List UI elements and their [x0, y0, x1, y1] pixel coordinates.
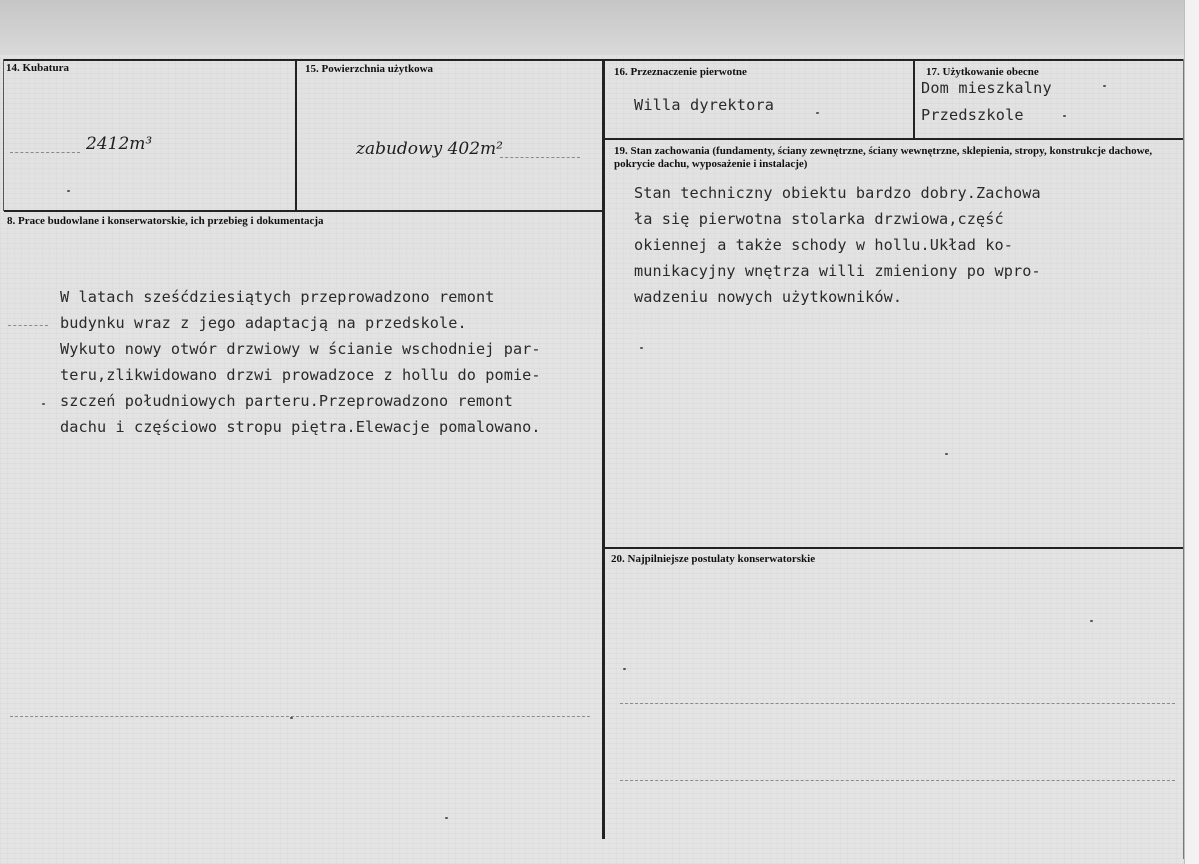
scan-artifact-line — [620, 780, 1175, 782]
rule-top — [4, 59, 1184, 61]
field-14-label: 14. Kubatura — [6, 62, 69, 74]
scan-speck — [1103, 85, 1106, 87]
scan-artifact-line — [620, 703, 1175, 705]
rule-row3-right — [604, 547, 1184, 549]
field-18-line-1: W latach sześćdziesiątych przeprowadzono remont — [60, 288, 495, 306]
field-18-line-3: Wykuto nowy otwór drzwiowy w ścianie wschodniej par- — [60, 340, 541, 358]
scan-artifact-line — [8, 325, 48, 327]
rule-col-14-15 — [295, 59, 297, 211]
field-19-line-3: okiennej a także schody w hollu.Układ ko- — [634, 236, 1013, 254]
rule-left-edge — [3, 59, 4, 211]
field-15-value: zabudowy 402m² — [356, 139, 503, 159]
field-18-line-2: budynku wraz z jego adaptacją na przedskole. — [60, 314, 467, 332]
field-20-label: 20. Najpilniejsze postulaty konserwatorskie — [611, 553, 816, 565]
field-16-value: Willa dyrektora — [634, 96, 775, 114]
scan-speck — [445, 817, 448, 819]
field-18-line-5: szczeń południowych parteru.Przeprowadzono remont — [60, 392, 513, 410]
field-17-value-line-1: Dom mieszkalny — [921, 79, 1052, 97]
scan-artifact-line — [500, 157, 580, 159]
field-19-line-2: ła się pierwotna stolarka drzwiowa,część — [634, 210, 1004, 228]
scan-right-edge — [1184, 0, 1199, 864]
rule-row2-right — [604, 138, 1184, 140]
scan-speck — [816, 112, 819, 114]
scan-speck — [945, 453, 948, 455]
field-19-line-4: munikacyjny wnętrza willi zmieniony po wpro- — [634, 262, 1041, 280]
rule-right-edge — [1183, 59, 1184, 859]
scan-speck — [623, 668, 626, 670]
scan-speck — [290, 717, 293, 719]
scan-top-margin — [0, 0, 1199, 55]
field-19-line-5: wadzeniu nowych użytkowników. — [634, 288, 903, 306]
rule-col-16-17 — [913, 59, 915, 139]
field-14-value: 2412m³ — [86, 134, 153, 154]
field-17-value-line-2: Przedszkole — [921, 106, 1024, 124]
scan-speck — [42, 403, 45, 405]
scan-speck — [67, 190, 70, 192]
scan-artifact-line — [10, 716, 590, 718]
scan-artifact-line — [10, 152, 80, 154]
rule-middle — [602, 59, 605, 839]
field-19-line-1: Stan techniczny obiektu bardzo dobry.Zachowa — [634, 184, 1041, 202]
rule-row2-left — [4, 210, 604, 212]
scan-speck — [640, 347, 643, 349]
field-18-line-4: teru,zlikwidowano drzwi prowadzoce z hollu do pomie- — [60, 366, 541, 384]
field-18-text — [60, 284, 541, 440]
scan-speck — [1090, 620, 1093, 622]
field-19-label: 19. Stan zachowania (fundamenty, ściany zewnętrzne, ściany wewnętrzne, sklepienia, stropy, konstrukcje dachowe, pokrycie dachu, wyposażenie i instalacje) — [614, 145, 1153, 170]
field-18-line-6: dachu i częściowo stropu piętra.Elewacje pomalowano. — [60, 418, 541, 436]
scan-speck — [1063, 115, 1066, 117]
field-15-label: 15. Powierzchnia użytkowa — [305, 63, 434, 75]
field-19-text — [634, 180, 1041, 310]
field-17-label: 17. Użytkowanie obecne — [926, 66, 1039, 78]
field-16-label: 16. Przeznaczenie pierwotne — [614, 66, 747, 78]
field-18-label: 8. Prace budowlane i konserwatorskie, ich przebieg i dokumentacja — [7, 215, 324, 227]
